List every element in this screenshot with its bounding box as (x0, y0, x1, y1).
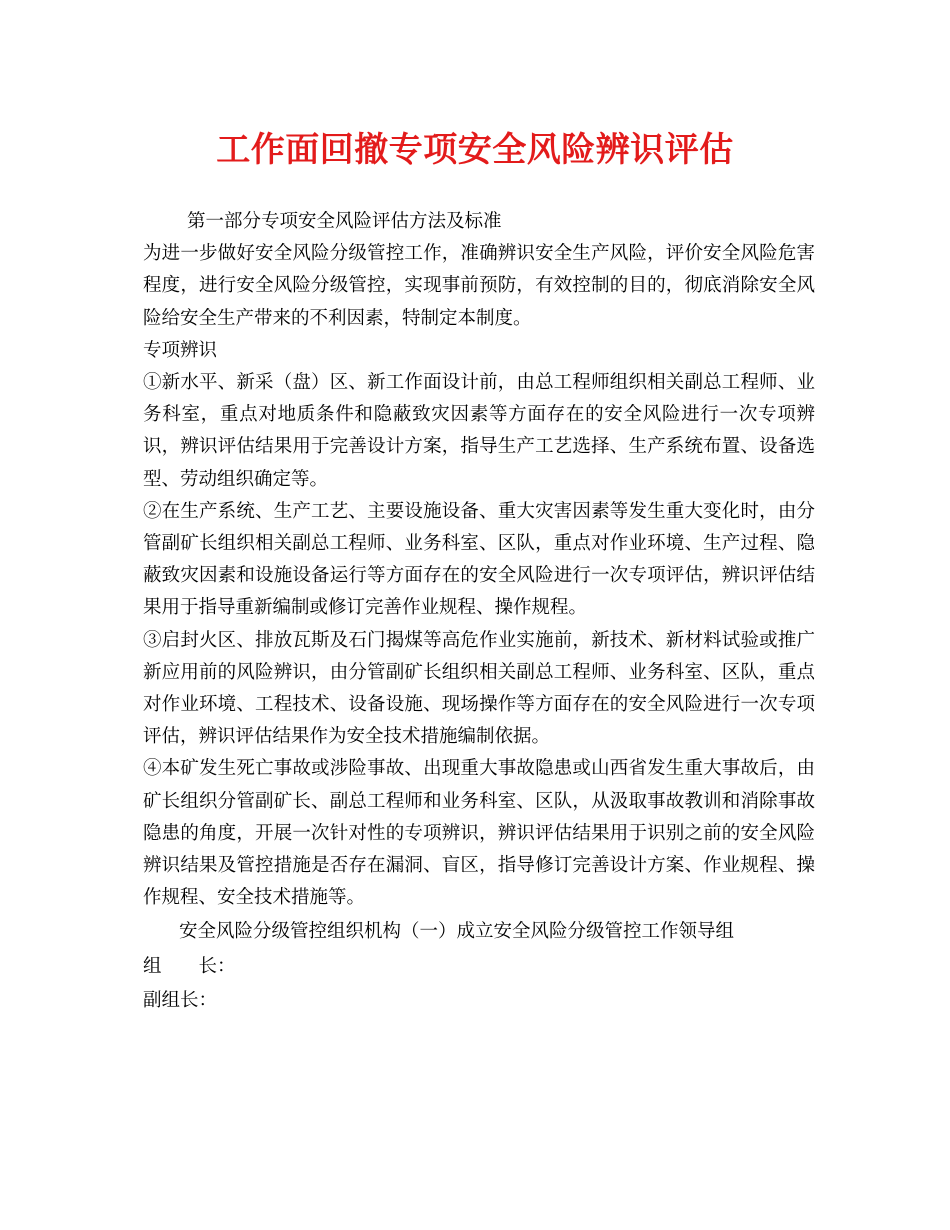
subsection-heading: 专项辨识 (143, 339, 218, 361)
intro-paragraph: 为进一步做好安全风险分级管控工作，准确辨识安全生产风险，评价安全风险危害程度，进行安全风险分级管控，实现事前预防，有效控制的目的，彻底消除安全风险给安全生产带来的不利因素，特制定本制度。 (143, 243, 815, 329)
list-item-4: ④本矿发生死亡事故或涉险事故、出现重大事故隐患或山西省发生重大事故后，由矿长组织分管副矿长、副总工程师和业务科室、区队，从汲取事故教训和消除事故隐患的角度，开展一次针对性的专项辨识，辨识评估结果用于识别之前的安全风险辨识结果及管控措施是否存在漏洞、盲区，指导修订完善设计方案、作业规程、操作规程、安全技术措施等。 (143, 758, 815, 909)
section-heading: 第一部分专项安全风险评估方法及标准 (187, 211, 502, 232)
list-item-1: ①新水平、新采（盘）区、新工作面设计前，由总工程师组织相关副总工程师、业务科室，重点对地质条件和隐蔽致灾因素等方面存在的安全风险进行一次专项辨识，辨识评估结果用于完善设计方案，指导生产工艺选择、生产系统布置、设备选型、劳动组织确定等。 (143, 372, 815, 490)
list-item-3: ③启封火区、排放瓦斯及石门揭煤等高危作业实施前，新技术、新材料试验或推广新应用前的风险辨识，由分管副矿长组织相关副总工程师、业务科室、区队，重点对作业环境、工程技术、设备设施、现场操作等方面存在的安全风险进行一次专项评估，辨识评估结果作为安全技术措施编制依据。 (143, 629, 815, 748)
list-item-2: ②在生产系统、生产工艺、主要设施设备、重大灾害因素等发生重大变化时，由分管副矿长组织相关副总工程师、业务科室、区队，重点对作业环境、生产过程、隐蔽致灾因素和设施设备运行等方面存在的安全风险进行一次专项评估，辨识评估结果用于指导重新编制或修订完善作业规程、操作规程。 (143, 500, 815, 619)
document-title: 工作面回撤专项安全风险辨识评估 (216, 130, 734, 170)
deputy-leader-field: 副组长： (143, 989, 218, 1011)
org-structure-heading: 安全风险分级管控组织机构（一）成立安全风险分级管控工作领导组 (179, 921, 735, 943)
document-body (143, 206, 815, 1017)
leader-field: 组 长： (143, 955, 236, 977)
